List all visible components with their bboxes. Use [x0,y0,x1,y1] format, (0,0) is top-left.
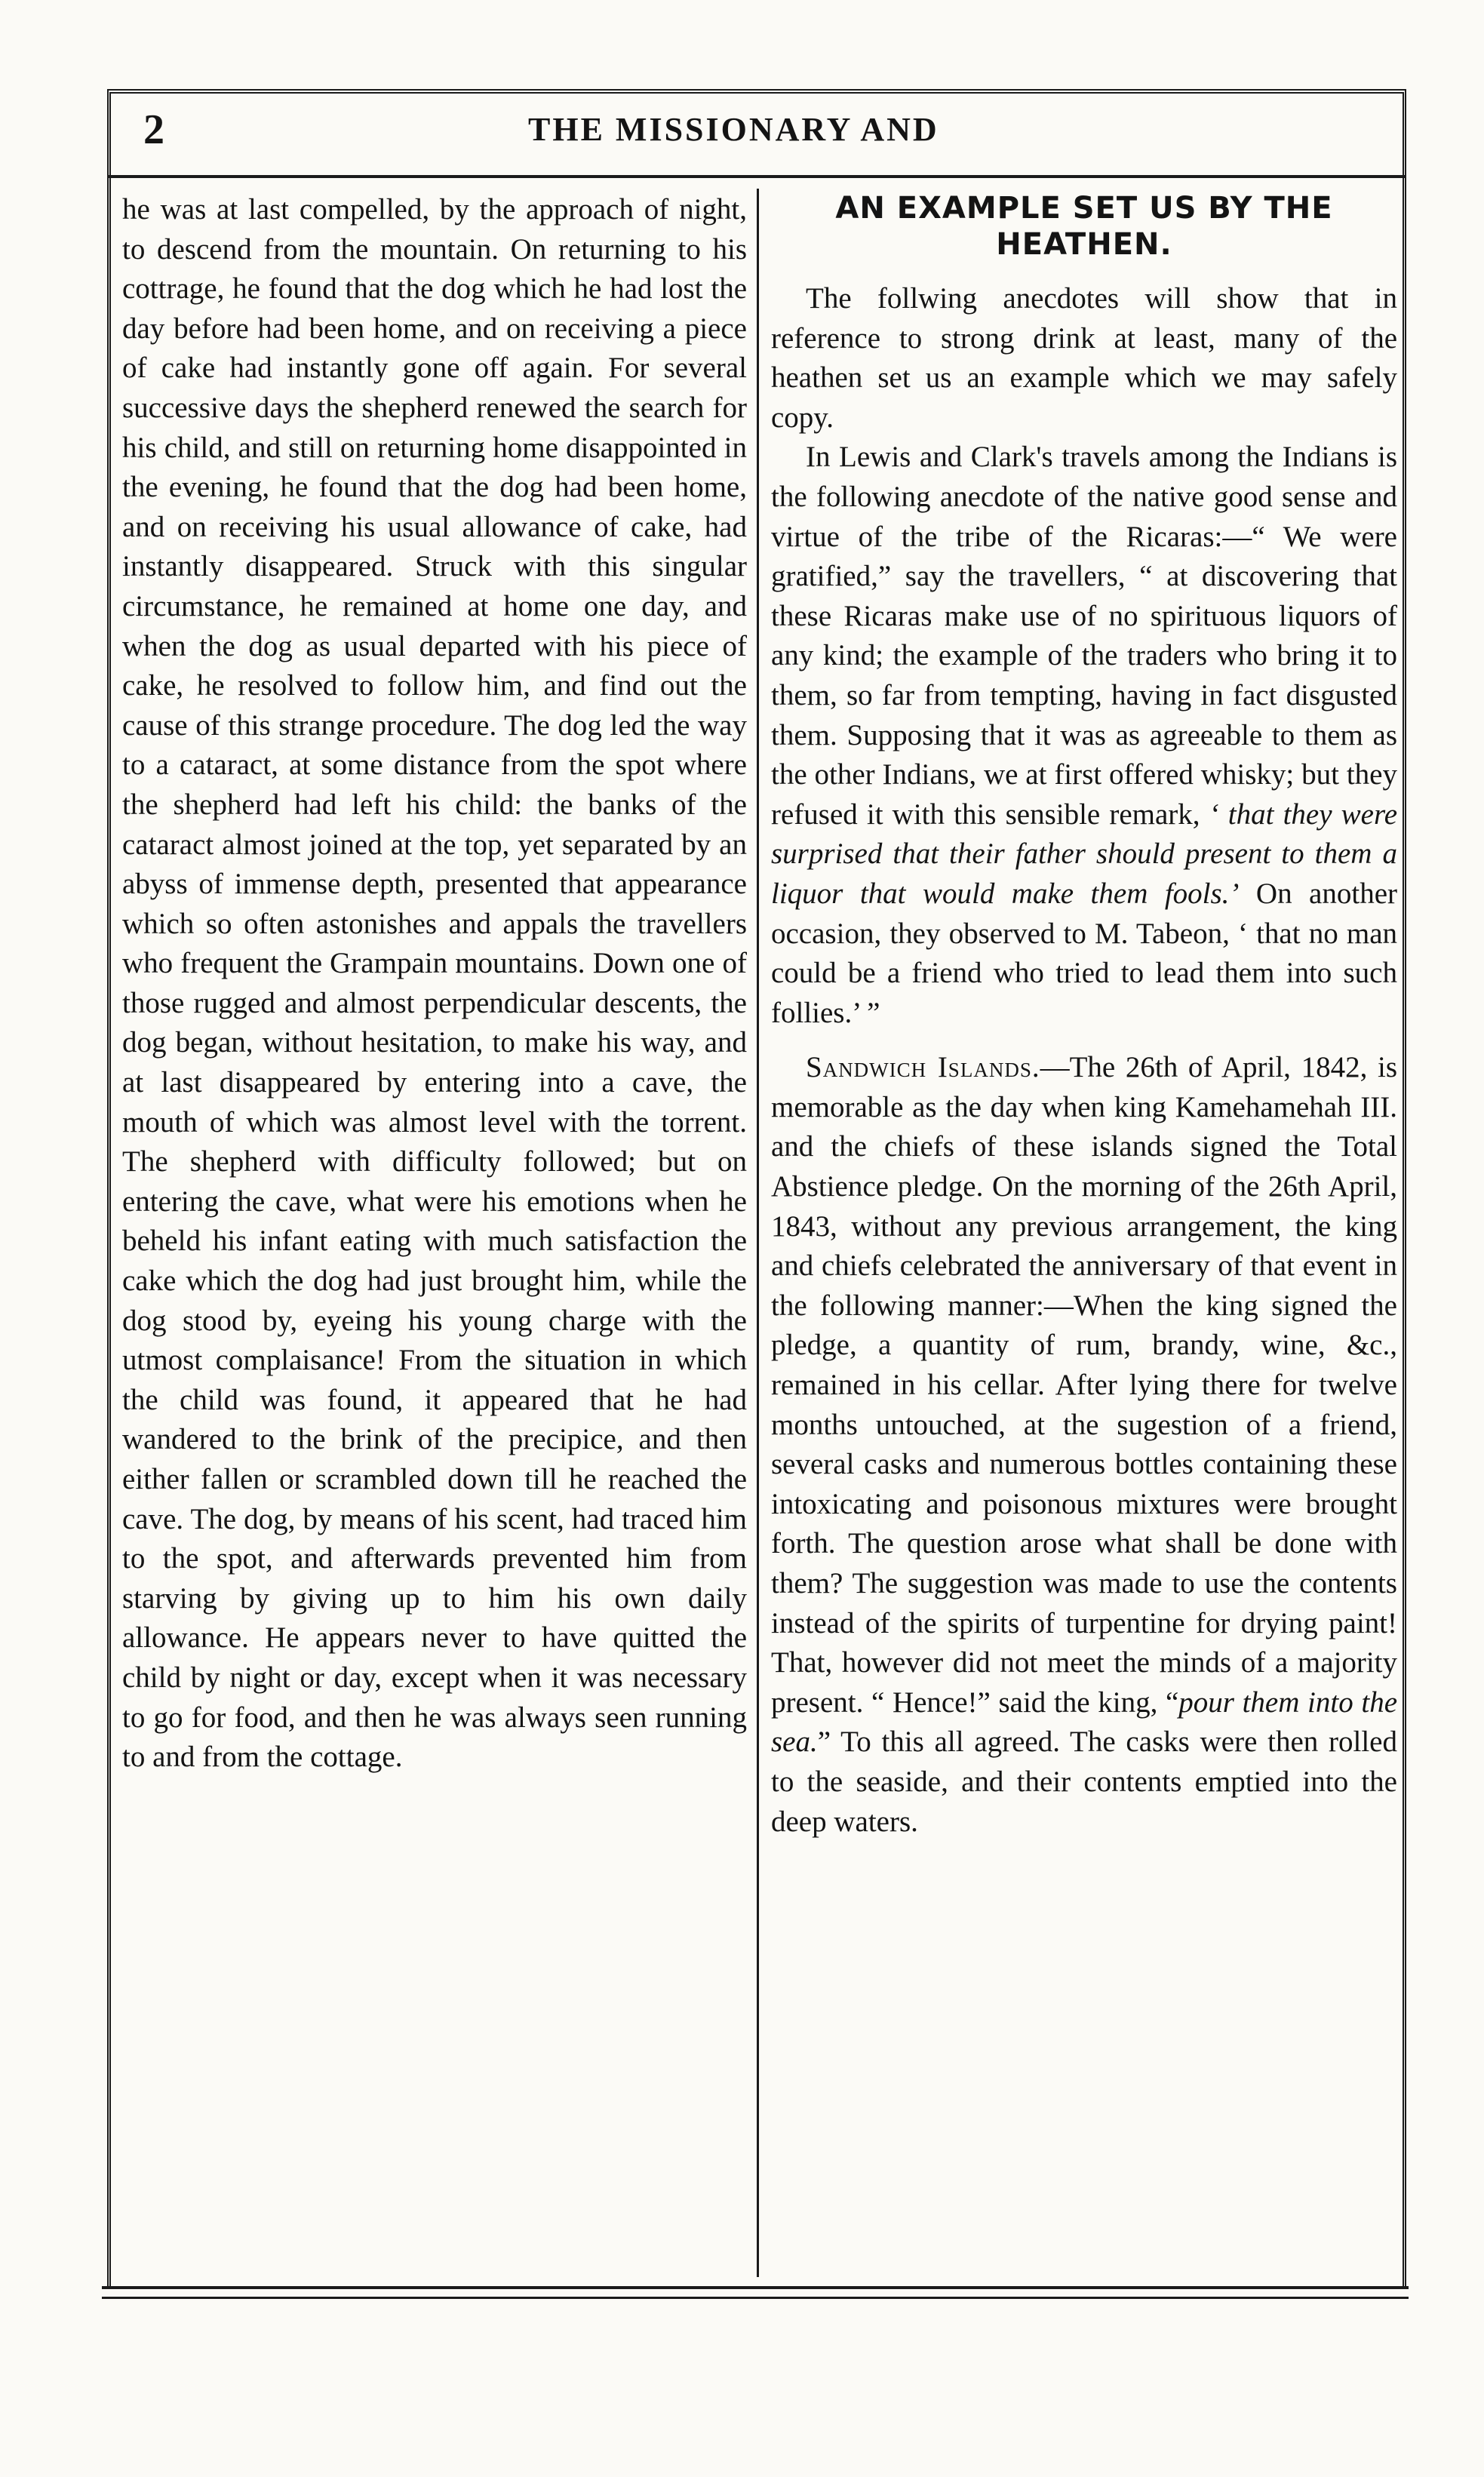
footer-rule-bottom [102,2297,1409,2299]
paragraph-3-end: ” To this all agreed. The casks were then rolled to the seaside, and their contents emptied into the deep waters. [771,1726,1397,1838]
left-column-text: he was at last compelled, by the approach of night, to descend from the mountain. On returning to his cottrage, he found that the dog which he had lost the day before had been home, and on receiving a piece of cake had instantly gone off again. For several successive days the shepherd renewed the search for his child, and still on returning home disappointed in the evening, he found that the dog had been home, and on receiving his usual allowance of cake, had instantly disappeared. Struck with this singular circumstance, he remained at home one day, and when the dog as usual departed with his piece of cake, he resolved to follow him, and find out the cause of this strange procedure. The dog led the way to a cataract, at some distance from the spot where the shepherd had left his child: the banks of the cataract almost joined at the top, yet separated by an abyss of immense depth, presented that appearance which so often astonishes and appals the travellers who frequent the Grampain mountains. Down one of those rugged and almost perpendicular descents, the dog began, without hesitation, to make his way, and at last disappeared by entering into a cave, the mouth of which was almost level with the torrent. The shepherd with difficulty followed; but on entering the cave, what were his emotions when he beheld his infant eating with much satisfaction the cake which the dog had just brought him, while the dog stood by, eyeing his young charge with the utmost complaisance! From the situation in which the child was found, it appeared that he had wandered to the brink of the precipice, and then either fallen or scrambled down till he reached the cave. The dog, by means of his scent, had traced him to the spot, and afterwards prevented him from starving by giving up to him his own daily allowance. He appears never to have quitted the child by night or day, except when it was necessary to go for food, and then he was always seen running to and from the cottage. [122,193,747,1774]
paragraph-1: The follwing anecdotes will show that in reference to strong drink at least, many of the heathen set us an example which we may safely copy. [771,282,1397,434]
right-column [771,190,1397,1842]
left-column [122,190,747,1778]
running-title: THE MISSIONARY AND [528,111,939,148]
column-divider [757,189,759,2277]
paragraph-3-quote: pour them into the sea. [771,1686,1398,1759]
paragraph-2-end: On another occasion, they observed to M. Tabeon, ‘ that no man could be a friend who tried to lead them into such follies.’ ” [771,877,1398,1029]
paragraph-2 [771,438,1397,1033]
footer-rule-top [102,2286,1409,2289]
header-rule [107,175,1406,178]
paragraph-2-start: In Lewis and Clark's travels among the Indians is the following anecdote of the native good sense and virtue of the tribe of the Ricaras:—“ We were gratified,” say the travellers, “ at discovering that these Ricaras make use of no spirituous liquors of any kind; the example of the traders who bring it to them, so far from tempting, having in fact disgusted them. Supposing that it was as agreeable to them as the other Indians, we at first offered whisky; but they refused it with this sensible remark, [771,441,1397,831]
paragraph-3-start: —The 26th of April, 1842, is memorable as the day when king Kamehamehah III. and the chiefs of these islands signed the Total Abstience pledge. On the morning of the 26th April, 1843, without any previous arrangement, the king and chiefs celebrated the anniversary of that event in the following manner:—When the king signed the pledge, a quantity of rum, brandy, wine, &c., remained in his cellar. After lying there for twelve months untouched, at the sugestion of a friend, several casks and numerous bottles containing these intoxicating and poisonous mixtures were brought forth. The question arose what shall be done with them? The suggestion was made to use the contents instead of the spirits of turpentine for drying paint! That, however did not meet the minds of a majority present. “ Hence!” said the king, “ [771,1051,1398,1719]
paragraph-3 [771,1048,1397,1842]
section-heading: Sandwich Islands. [806,1051,1040,1084]
paragraph-2-quote: ‘ that they were surprised that their father should present to them a liquor that would make them fools.’ [771,797,1398,910]
page-number: 2 [143,106,164,153]
article-title: AN EXAMPLE SET US BY THE HEATHEN. [835,191,1333,262]
